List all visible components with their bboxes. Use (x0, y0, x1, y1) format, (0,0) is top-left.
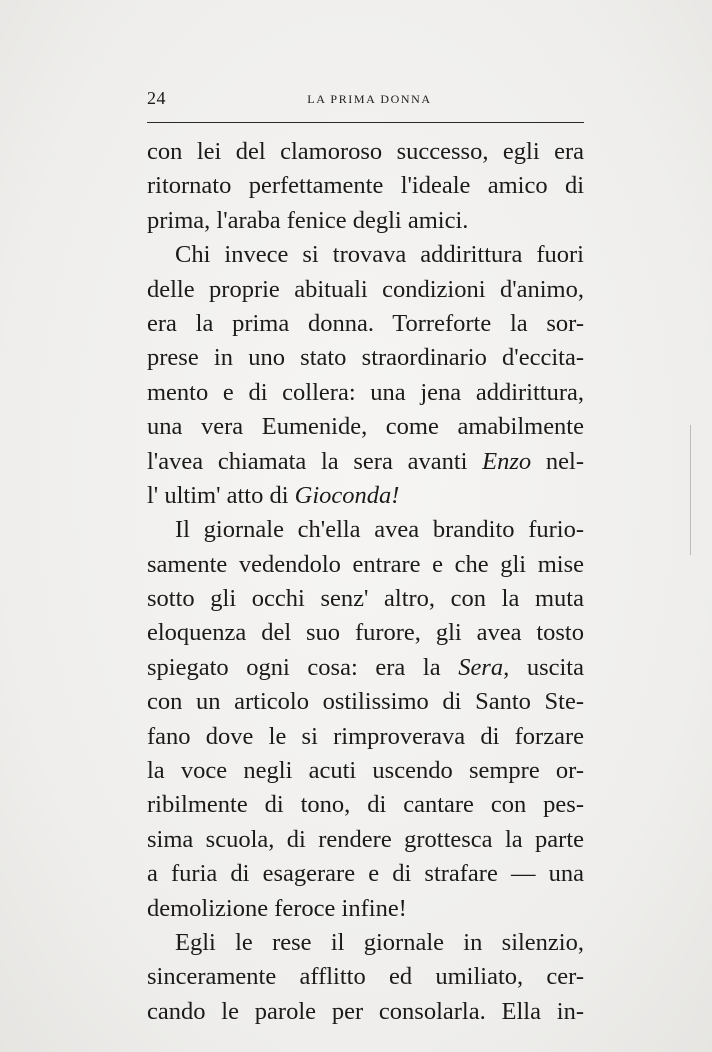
body-text (147, 135, 584, 1029)
text-line: ritornato perfettamente l'ideale amico di (147, 172, 584, 200)
text-fragment: uscita (509, 653, 584, 681)
paragraph-4 (147, 926, 584, 1029)
text-line: Egli le rese il giornale in silenzio, (175, 928, 584, 956)
text-line: sinceramente afflitto ed umiliato, cer- (147, 963, 584, 991)
text-line: samente vedendolo entrare e che gli mise (147, 550, 584, 578)
text-fragment: l'avea chiamata la sera avanti (147, 447, 468, 475)
paragraph-2 (147, 238, 584, 513)
italic-name-enzo: Enzo (482, 447, 532, 475)
text-line: con un articolo ostilissimo di Santo Ste- (147, 688, 584, 716)
margin-scan-mark (690, 425, 695, 555)
text-line: ribilmente di tono, di cantare con pes- (147, 791, 584, 819)
running-title: LA PRIMA DONNA (307, 92, 432, 106)
header-rule (147, 122, 584, 123)
text-line-with-italic (147, 651, 584, 685)
text-line: la voce negli acuti uscendo sempre or- (147, 757, 584, 785)
italic-title-gioconda: Gioconda! (294, 481, 400, 509)
text-line: mento e di collera: una jena addirittura, (147, 378, 584, 406)
text-line: con lei del clamoroso successo, egli era (147, 138, 584, 165)
text-line: una vera Eumenide, come amabilmente (147, 413, 584, 441)
text-line: eloquenza del suo furore, gli avea tosto (147, 619, 584, 647)
page-header (147, 88, 584, 114)
paragraph-3 (147, 513, 584, 926)
text-line: era la prima donna. Torreforte la sor- (147, 309, 584, 337)
text-line: Il giornale ch'ella avea brandito furio- (175, 516, 584, 544)
text-fragment: spiegato ogni cosa: era la (147, 653, 441, 681)
text-line-with-italic (147, 479, 584, 513)
text-fragment: nel- (531, 447, 584, 475)
text-line: fano dove le si rimproverava di forzare (147, 722, 584, 750)
text-line: sima scuola, di rendere grottesca la parte (147, 825, 584, 853)
paragraph-1 (147, 135, 584, 238)
text-line: prese in uno stato straordinario d'eccita- (147, 344, 584, 372)
italic-newspaper-sera: Sera, (458, 653, 510, 681)
text-line: prima, l'araba fenice degli amici. (147, 206, 469, 234)
text-line: cando le parole per consolarla. Ella in- (147, 997, 584, 1025)
text-line: demolizione feroce infine! (147, 894, 407, 922)
text-line: Chi invece si trovava addirittura fuori (175, 241, 584, 269)
text-line: delle proprie abituali condizioni d'animo, (147, 275, 584, 303)
text-line: a furia di esagerare e di strafare — una (147, 860, 584, 888)
text-fragment: l' ultim' atto di (147, 481, 289, 509)
text-line: sotto gli occhi senz' altro, con la muta (147, 585, 584, 613)
page-number: 24 (147, 88, 166, 108)
text-line-with-italic (147, 445, 584, 479)
